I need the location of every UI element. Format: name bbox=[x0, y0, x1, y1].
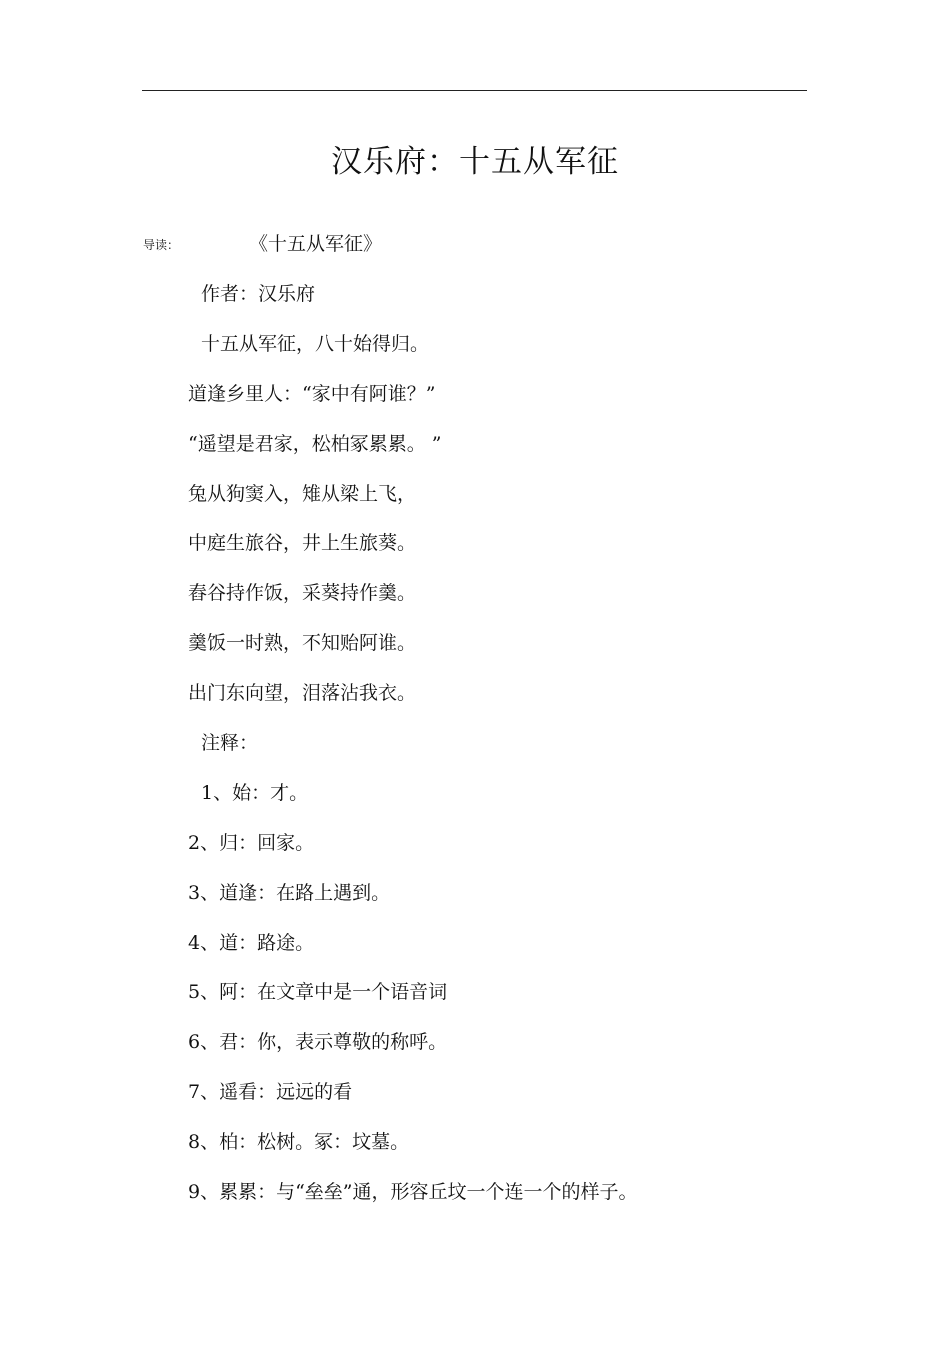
page-title: 汉乐府：十五从军征 bbox=[331, 144, 619, 180]
note-item: 3、道逢：在路上遇到。 bbox=[188, 882, 391, 904]
poem-line: 兔从狗窦入，雉从梁上飞， bbox=[188, 483, 417, 505]
note-item: 7、遥看：远远的看 bbox=[188, 1081, 353, 1103]
note-item: 5、阿：在文章中是一个语音词 bbox=[188, 981, 448, 1003]
header-rule bbox=[142, 90, 807, 91]
note-item: 9、累累：与“垒垒”通，形容丘坟一个连一个的样子。 bbox=[188, 1181, 638, 1203]
note-item: 6、君：你，表示尊敬的称呼。 bbox=[188, 1031, 448, 1053]
notes-heading: 注释： bbox=[201, 732, 259, 754]
intro-label: 导读： bbox=[143, 238, 180, 252]
note-item: 2、归：回家。 bbox=[188, 832, 315, 854]
note-item: 1、始：才。 bbox=[201, 782, 309, 804]
poem-line: 舂谷持作饭，采葵持作羹。 bbox=[188, 582, 417, 604]
note-item: 4、道：路途。 bbox=[188, 932, 315, 954]
author-line: 作者：汉乐府 bbox=[201, 283, 316, 305]
poem-line: “遥望是君家，松柏冢累累。 ” bbox=[188, 433, 442, 455]
poem-line: 羹饭一时熟，不知贻阿谁。 bbox=[188, 632, 417, 654]
book-title: 《十五从军征》 bbox=[249, 233, 383, 255]
poem-line: 出门东向望，泪落沾我衣。 bbox=[188, 682, 417, 704]
poem-line: 道逢乡里人：“家中有阿谁？” bbox=[188, 383, 436, 405]
note-item: 8、柏：松树。冢：坟墓。 bbox=[188, 1131, 410, 1153]
poem-line: 中庭生旅谷，井上生旅葵。 bbox=[188, 532, 417, 554]
poem-line: 十五从军征，八十始得归。 bbox=[201, 333, 430, 355]
